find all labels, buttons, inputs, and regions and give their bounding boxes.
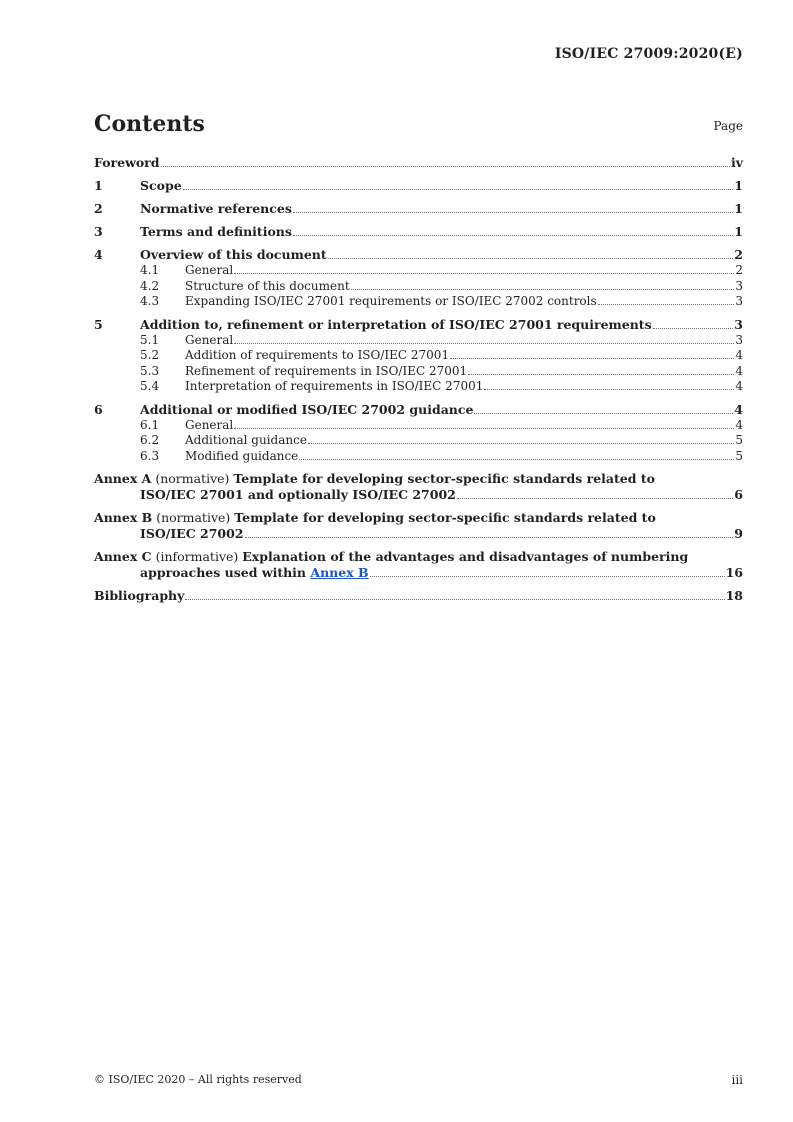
dot-leader: [185, 599, 724, 600]
toc-subentry-5-2[interactable]: 5.2 Addition of requirements to ISO/IEC 27001 4: [140, 348, 743, 362]
dot-leader: [328, 258, 734, 259]
toc-entry-scope[interactable]: 1 Scope 1: [94, 178, 743, 193]
toc-subentry-6-1[interactable]: 6.1 General 4: [140, 417, 743, 432]
toc-subentry-5-3[interactable]: 5.3 Refinement of requirements in ISO/IEC 27001 4: [140, 363, 743, 378]
dot-leader: [161, 166, 730, 167]
document-id: ISO/IEC 27009:2020(E): [554, 46, 743, 62]
toc-subentry-5-1[interactable]: 5.1 General 3: [140, 332, 743, 347]
toc-entry-annex-c[interactable]: Annex C (informative) Explanation of the advantages and disadvantages of numbering approaches used within Annex B 16: [94, 549, 743, 580]
page-number: iii: [731, 1073, 743, 1087]
dot-leader: [457, 498, 733, 499]
dot-leader: [293, 235, 733, 236]
dot-leader: [598, 304, 735, 305]
toc-subentry-4-3[interactable]: 4.3 Expanding ISO/IEC 27001 requirements or ISO/IEC 27002 controls 3: [140, 294, 743, 308]
dot-leader: [234, 343, 734, 344]
dot-leader: [450, 358, 734, 359]
toc-subentry-6-3[interactable]: 6.3 Modified guidance 5: [140, 448, 743, 463]
dot-leader: [245, 537, 734, 538]
contents-title: Contents: [94, 111, 205, 137]
dot-leader: [468, 374, 734, 375]
toc-subentry-6-2[interactable]: 6.2 Additional guidance 5: [140, 433, 743, 447]
dot-leader: [299, 459, 734, 460]
toc-subentry-4-1[interactable]: 4.1 General 2: [140, 263, 743, 277]
toc-subentry-5-4[interactable]: 5.4 Interpretation of requirements in ISO/IEC 27001 4: [140, 379, 743, 393]
toc-entry-terms-and-definitions[interactable]: 3 Terms and definitions 1: [94, 224, 743, 239]
toc-entry-addition-refinement[interactable]: 5 Addition to, refinement or interpretation of ISO/IEC 27001 requirements 3: [94, 316, 743, 332]
toc-entry-foreword[interactable]: Foreword iv: [94, 155, 743, 170]
annex-b-link[interactable]: Annex B: [310, 565, 369, 580]
toc-entry-overview[interactable]: 4 Overview of this document 2: [94, 247, 743, 262]
dot-leader: [234, 273, 734, 274]
toc-entry-normative-references[interactable]: 2 Normative references 1: [94, 201, 743, 216]
dot-leader: [370, 576, 725, 577]
dot-leader: [308, 443, 734, 444]
toc-entry-bibliography[interactable]: Bibliography 18: [94, 588, 743, 603]
toc-entry-additional-guidance[interactable]: 6 Additional or modified ISO/IEC 27002 guidance 4: [94, 401, 743, 417]
dot-leader: [351, 289, 735, 290]
dot-leader: [234, 428, 734, 429]
dot-leader: [653, 328, 734, 329]
dot-leader: [183, 189, 734, 190]
table-of-contents: [94, 155, 743, 604]
dot-leader: [474, 413, 733, 414]
toc-entry-annex-b[interactable]: Annex B (normative) Template for developing sector-specific standards related to ISO/IEC 27002 9: [94, 510, 743, 541]
dot-leader: [484, 389, 734, 390]
page-column-label: Page: [713, 119, 743, 133]
toc-entry-annex-a[interactable]: Annex A (normative) Template for developing sector-specific standards related to ISO/IEC 27001 and optionally ISO/IEC 27002 6: [94, 471, 743, 502]
copyright-notice: © ISO/IEC 2020 – All rights reserved: [94, 1073, 302, 1086]
dot-leader: [293, 212, 733, 213]
toc-subentry-4-2[interactable]: 4.2 Structure of this document 3: [140, 278, 743, 293]
